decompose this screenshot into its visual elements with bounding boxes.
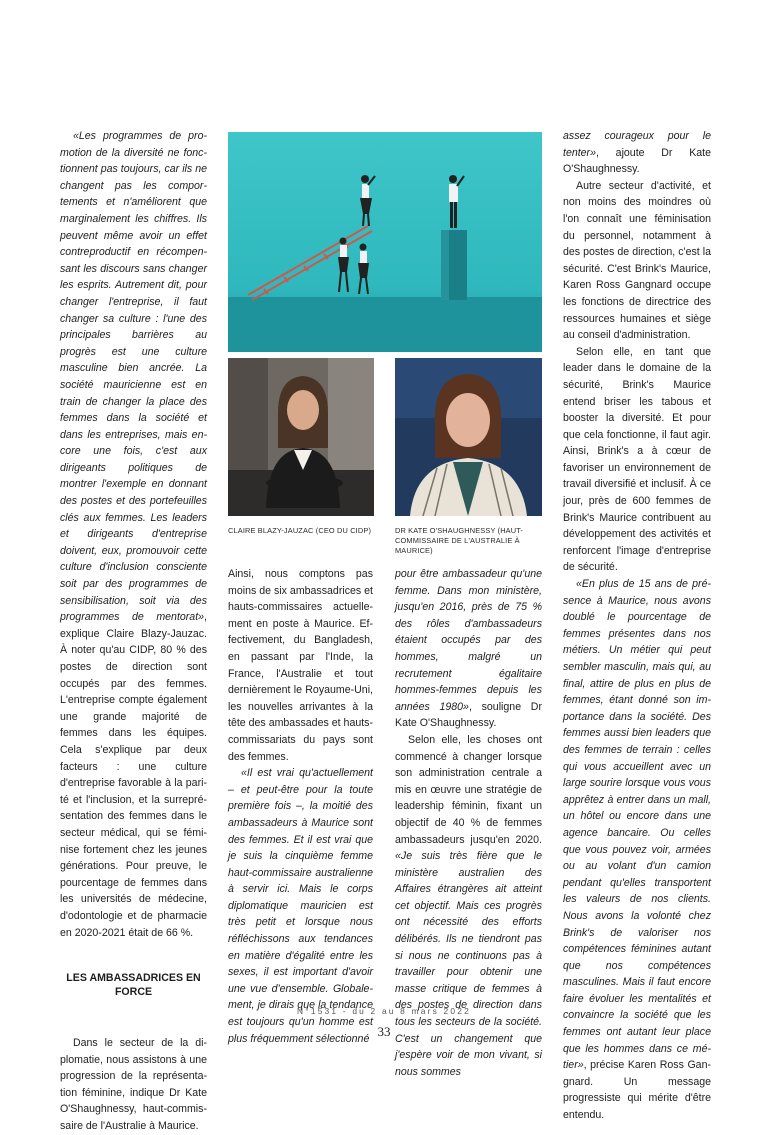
paragraph: «Il est vrai qu'actuellement – et peut-être pour la toute première fois –, la moitié des ambassadeurs à Maurice sont des femmes. Et il est vrai que je suis la cinquième femme haut-commissaire australienne à servir ici. Mais le corps diplomatique mauricien est très petit et lorsque nous réfléchissons aux tendances en matière d'égalité entre les sexes, il est important d'avoir une vue d'ensemble. Globalement, je dirais que la tendance est toujours qu'un homme est plus fréquemment sélectionné (228, 767, 373, 1045)
issue-info: N°1531 - du 2 au 8 mars 2022 (297, 1006, 471, 1016)
paragraph: Autre secteur d'activité, et non moins des moindres où l'on connaît une féminisation du personnel, notamment à des postes de direction, c'est la sécurité. C'est Brink's Maurice, Karen Ross Gangnard occupe les fonctions de directrice des ressources humaines et siège au conseil d'administration. (563, 179, 711, 342)
paragraph: assez courageux pour le tenter», ajoute Dr Kate O'Shaughnessy. (563, 130, 711, 176)
paragraph: Ainsi, nous comptons pas moins de six ambassadrices et hauts-commissaires actuellement en poste à Maurice. Effectivement, du Bangladesh, en passant par l'Inde, la France, l'Australie et tout dernièrement le Royaume-Uni, les nouvelles arrivantes à la tête des ambassades et hauts-commissariats du pays sont des femmes. (228, 568, 373, 763)
article-column-1 (60, 128, 207, 1135)
ladder-illustration (228, 132, 542, 352)
article-column-2 (228, 566, 373, 1047)
caption-claire: CLAIRE BLAZY-JAUZAC (CEO DU CIDP) (228, 526, 372, 535)
section-subheading: LES AMBASSADRICES EN FORCE (66, 972, 201, 999)
paragraph: pour être ambassadeur qu'une femme. Dans mon ministère, jusqu'en 2016, près de 75 % des rôles d'ambassadeurs étaient occupés par des hommes, malgré un recrutement égalitaire hommes-femmes depuis les années 1980», souligne Dr Kate O'Shaughnessy. (395, 568, 542, 730)
page-number: 33 (377, 1024, 391, 1039)
article-column-3 (395, 566, 542, 1080)
paragraph: Dans le secteur de la diplomatie, nous assistons à une progression de la représentation féminine, indique Dr Kate O'Shaughnessy, haut-commissaire de l'Australie à Maurice. (60, 1037, 207, 1133)
photo-kate-oshaughnessy (395, 358, 542, 516)
paragraph: Selon elle, en tant que leader dans le domaine de la sécurité, Brink's Maurice entend briser les tabous et booster la diversité. Et pour que cela fonctionne, il faut agir. Ainsi, Brink's a à cœur de favoriser un environnement de travail diversifié et inclusif. À ce jour, près de 600 femmes de Brink's Maurice contribuent au développement des activités et renforcent l'image d'entreprise de sécurité. (563, 345, 711, 574)
paragraph: «En plus de 15 ans de présence à Maurice, nous avons doublé le pourcentage de femmes présentes dans nos métiers. Un métier qui peut sembler masculin, mais qui, au final, attire de plus en plus de femmes, étant donné son importance dans la société. Des femmes aussi bien leaders que des femmes de terrain : celles qui vous accueillent avec un large sourire lorsque vous vous apprêtez à entrer dans un mall, un hôtel ou encore dans une agence bancaire. Ou celles que vous pouvez voir, armées ou au volant d'un camion pendant qu'elles transportent les valeurs de nos clients. Nous avons la volonté chez Brink's de valoriser nos compétences féminines autant que nos compétences masculines. Mais il faut encore faire évoluer les mentalités et convaincre la société que les femmes ont autant leur place que les hommes dans ce métier», précise Karen Ross Gangnard. Un message progressiste qui mérite d'être entendu. (563, 578, 711, 1122)
photo-claire-blazy-jauzac (228, 358, 374, 516)
caption-kate: DR KATE O'SHAUGHNESSY (HAUT-COMMISSAIRE DE L'AUSTRALIE À MAURICE) (395, 526, 524, 555)
article-column-4 (563, 128, 711, 1124)
paragraph: Selon elle, les choses ont commencé à changer lorsque son administration centrale a mis en œuvre une stratégie de leadership féminin, fixant un objectif de 40 % de femmes ambassadeurs jusqu'en 2020. «Je suis très fière que le ministère australien des Affaires étrangères ait atteint cet objectif. Mais ces progrès ont nécessité des efforts délibérés. Ils ne tiendront pas si nous ne continuons pas à travailler pour obtenir une masse critique de femmes à des postes de direction dans tous les secteurs de la société. C'est un changement que j'espère voir de mon vivant, si nous sommes (395, 733, 542, 1078)
paragraph: «Les programmes de promotion de la diversité ne fonctionnent pas toujours, car ils ne changent pas les comportements et n'améliorent que marginalement les chiffres. Ils peuvent même avoir un effet contreproductif en récompensant les discours sans changer les esprits. Autrement dit, pour changer l'entreprise, il faut changer sa culture : l'une des principales barrières au progrès est une culture masculine bien ancrée. La société mauricienne est en train de changer la place des femmes dans la société et dans les entreprises, mais encore une fois, c'est aux dirigeants politiques de montrer l'exemple en donnant des postes et des portefeuilles clés aux femmes. Les leaders et dirigeants d'entreprise doivent, eux, promouvoir cette culture d'inclusion consciente soit par des programmes de sensibilisation, soit via des programmes de mentorat», explique Claire Blazy-Jauzac. À noter qu'au CIDP, 80 % des postes de direction sont occupés par des femmes. L'entreprise compte également une grande majorité de femmes dans les équipes. Cela s'explique par deux facteurs : une culture d'entreprise favorable à la parité et l'inclusion, et la surreprésentation des femmes dans le secteur médical, qui se féminise fortement chez les jeunes générations. Pour preuve, le pourcentage de femmes dans les universités de médecine, d'odontologie et de pharmacie en 2020-2021 était de 66 %. (60, 130, 207, 939)
